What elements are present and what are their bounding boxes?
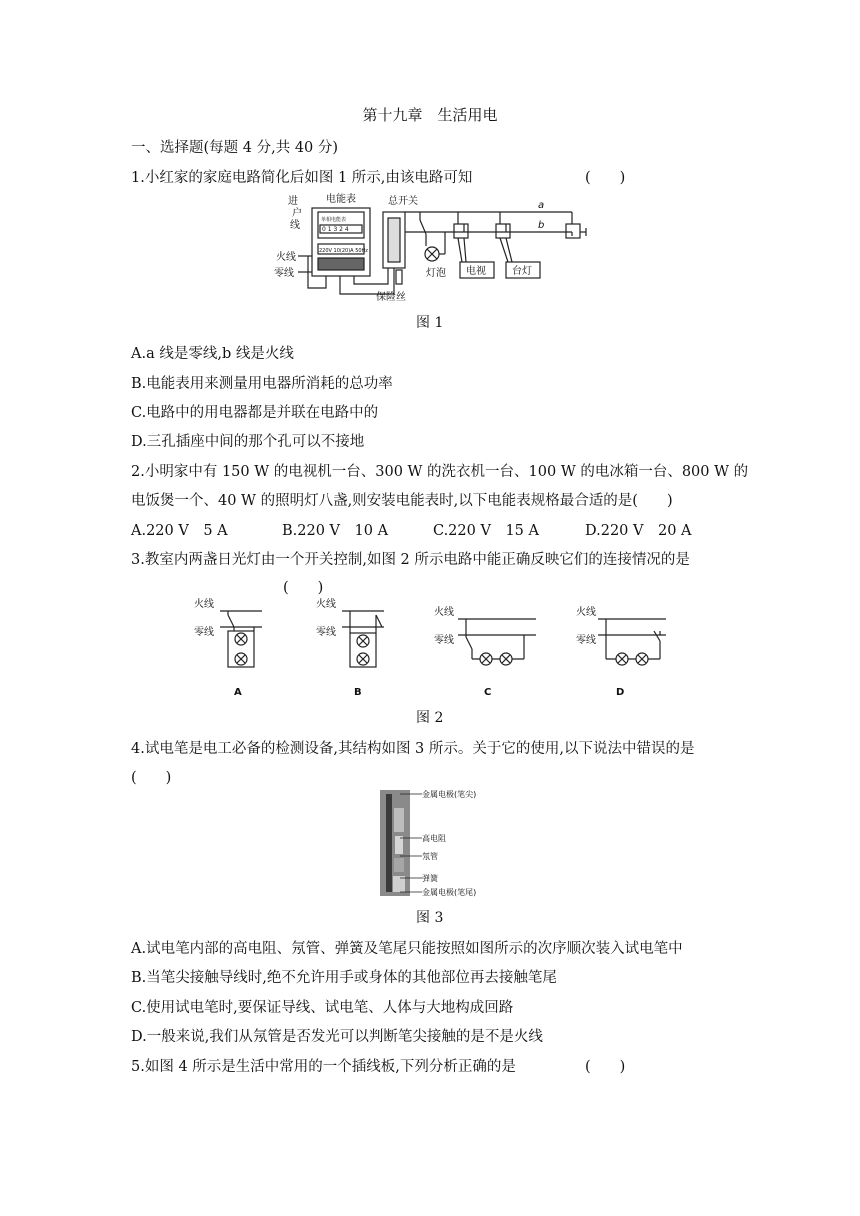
- meter-name-label: 单相电能表: [321, 217, 347, 223]
- pen-label-spring: 弹簧: [422, 874, 438, 883]
- live-wire-label: 火线: [276, 252, 296, 263]
- q5-answer-paren: ( ): [585, 1059, 626, 1075]
- q4-option-a: A.试电笔内部的高电阻、氖管、弹簧及笔尾只能按照如图所示的次序顺次装入试电笔中: [131, 941, 683, 957]
- figure-3-test-pen: [378, 788, 518, 898]
- lamp-socket-icon: [496, 224, 510, 238]
- meter-digits: 0 1 3 2 4: [322, 226, 349, 233]
- pen-label-resistor: 高电阻: [422, 834, 446, 843]
- panel-b-label: B: [354, 687, 362, 698]
- q5-stem: 5.如图 4 所示是生活中常用的一个插线板,下列分析正确的是: [131, 1059, 516, 1075]
- q1-option-a: A.a 线是零线,b 线是火线: [131, 346, 294, 362]
- panel-b-neutral-label: 零线: [316, 627, 336, 638]
- panel-c-live-label: 火线: [434, 607, 454, 618]
- incoming-label-1: 进: [288, 196, 298, 207]
- lamp-label: 台灯: [512, 266, 532, 277]
- q3-stem: 3.教室内两盏日光灯由一个开关控制,如图 2 所示电路中能正确反映它们的连接情况的是: [131, 552, 690, 568]
- panel-a-neutral-label: 零线: [194, 627, 214, 638]
- q4-line-1: 4.试电笔是电工必备的检测设备,其结构如图 3 所示。关于它的使用,以下说法中错误的是: [131, 741, 695, 757]
- three-pin-socket-icon: [566, 224, 580, 238]
- fuse-label: 保险丝: [376, 292, 406, 303]
- panel-a-circuit: [220, 611, 262, 667]
- q4-option-c: C.使用试电笔时,要保证导线、试电笔、人体与大地构成回路: [131, 1000, 514, 1016]
- meter-spec: 220V 10(20)A 50Hz: [319, 248, 368, 254]
- page-title: 第十九章 生活用电: [362, 106, 498, 124]
- q1-option-c: C.电路中的用电器都是并联在电路中的: [131, 405, 379, 421]
- panel-c-label: C: [484, 687, 492, 698]
- panel-d-live-label: 火线: [576, 607, 596, 618]
- wire-b-label: b: [538, 220, 545, 231]
- pen-label-tip: 金属电极(笔尖): [422, 790, 477, 799]
- figure-1-household-circuit: [270, 190, 620, 305]
- q3-answer-paren: ( ): [283, 580, 324, 596]
- panel-c-circuit: [458, 619, 536, 665]
- q2-line-1: 2.小明家中有 150 W 的电视机一台、300 W 的洗衣机一台、100 W 的电冰箱一台、800 W 的: [131, 464, 749, 480]
- panel-d-neutral-label: 零线: [576, 635, 596, 646]
- panel-c-neutral-label: 零线: [434, 635, 454, 646]
- neutral-wire-label: 零线: [274, 268, 294, 279]
- meter-label: 电能表: [326, 194, 356, 205]
- panel-a-live-label: 火线: [194, 599, 214, 610]
- q1-answer-paren: ( ): [585, 170, 626, 186]
- panel-b-live-label: 火线: [316, 599, 336, 610]
- panel-b-circuit: [342, 611, 384, 667]
- q4-option-d: D.一般来说,我们从氖管是否发光可以判断笔尖接触的是不是火线: [131, 1029, 543, 1045]
- q2-option-a: A.220 V 5 A: [131, 523, 228, 539]
- figure-2-circuit-options: [190, 595, 670, 700]
- panel-d-circuit: [598, 619, 666, 665]
- q4-answer-paren: ( ): [131, 770, 172, 786]
- q1-stem: 1.小红家的家庭电路简化后如图 1 所示,由该电路可知: [131, 170, 473, 186]
- figure-1-caption: 图 1: [416, 315, 444, 331]
- tv-label: 电视: [466, 266, 486, 277]
- q2-line-2: 电饭煲一个、40 W 的照明灯八盏,则安装电能表时,以下电能表规格最合适的是( ): [131, 493, 673, 509]
- q4-option-b: B.当笔尖接触导线时,绝不允许用手或身体的其他部位再去接触笔尾: [131, 970, 557, 986]
- q1-option-b: B.电能表用来测量用电器所消耗的总功率: [131, 376, 393, 392]
- q2-option-c: C.220 V 15 A: [433, 523, 539, 539]
- section-heading: 一、选择题(每题 4 分,共 40 分): [131, 140, 339, 156]
- figure-3-caption: 图 3: [416, 910, 444, 926]
- fuse-icon: [396, 270, 402, 284]
- switch-label: 总开关: [388, 196, 418, 207]
- bulb-label: 灯泡: [426, 268, 446, 279]
- q2-option-b: B.220 V 10 A: [282, 523, 389, 539]
- wire-a-label: a: [538, 200, 545, 211]
- q1-option-d: D.三孔插座中间的那个孔可以不接地: [131, 434, 365, 450]
- tv-socket-icon: [454, 224, 468, 238]
- incoming-label-2: 户: [292, 208, 302, 219]
- panel-a-label: A: [234, 687, 242, 698]
- pen-label-tail: 金属电极(笔尾): [422, 888, 477, 897]
- q2-option-d: D.220 V 20 A: [585, 523, 692, 539]
- figure-2-caption: 图 2: [416, 710, 444, 726]
- incoming-label-3: 线: [290, 220, 300, 231]
- panel-d-label: D: [616, 687, 625, 698]
- pen-label-neon: 氖管: [422, 852, 438, 861]
